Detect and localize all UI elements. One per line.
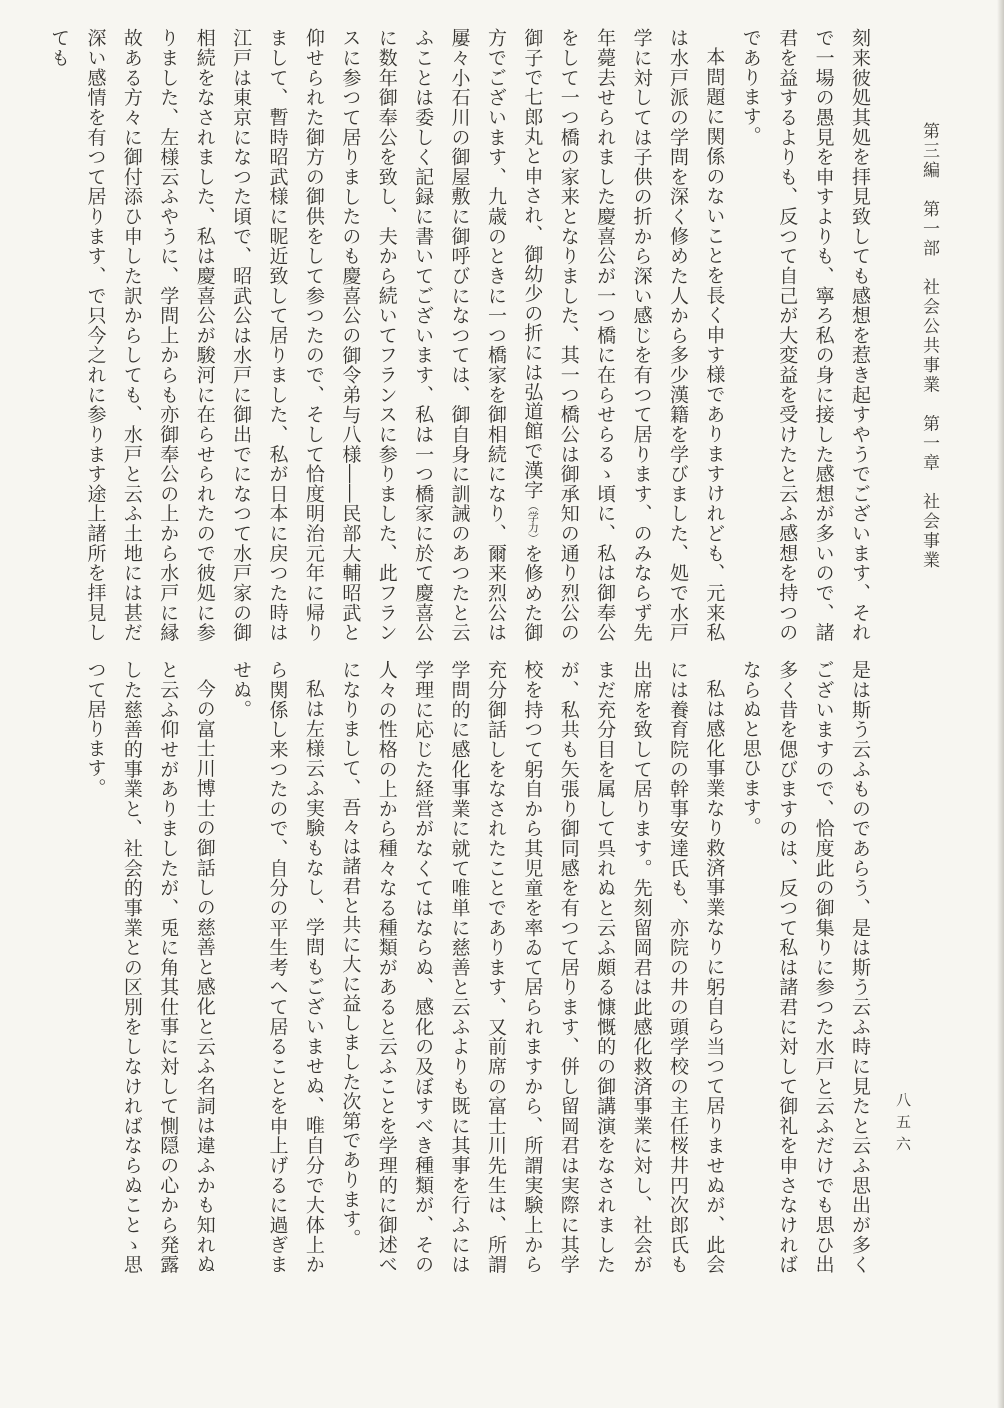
page-number: 八五六 xyxy=(894,1092,912,1158)
paragraph xyxy=(41,28,733,642)
paragraph xyxy=(77,660,223,1274)
paragraph-text: 本問題に関係のないことを長く申す様でありますけれども、元来私は水戸派の学問を深く修めた人から多少漢籍を学びました、処で水戸学に対しては子供の折から深い感じを有つて居ります、のみならず先年薨去せられました慶喜公が一つ橋に在らせらるゝ頃に、私は御奉公をして一つ橋の家来となりました、其一つ橋公は御承知の通り烈公の御子で七郎丸と申され、御幼少の折には弘道館で漢字 xyxy=(521,28,726,642)
scan-edge-shadow xyxy=(997,0,1004,1408)
paragraph-text: 是は斯う云ふものであらう、是は斯う云ふ時に見たと云ふ思出が多くございますので、恰度此の御集りに参つた水戸と云ふだけでも思ひ出多く昔を偲びますのは、反つて私は諸君に対して御礼を申さなければならぬと思ひます。 xyxy=(739,660,871,1274)
paragraph-text: 刻来彼処其処を拝見致しても感想を惹き起すやうでございます、それで一場の愚見を申すよりも、寧ろ私の身に接した感想が多いので、諸君を益するよりも、反つて自己が大変益を受けたと云ふ感想を持つのであります。 xyxy=(739,28,871,642)
interlinear-note: （学力） xyxy=(526,499,540,544)
paragraph-text: 今の富士川博士の御話しの慈善と感化と云ふ名詞は違ふかも知れぬと云ふ仰せがありましたが、兎に角其仕事に対して惻隠の心から発露した慈善的事業と、社会的事業との区別をしなければならぬことゝ思つて居ります。 xyxy=(84,660,216,1274)
text-block-bottom xyxy=(72,660,878,1274)
text-block-top xyxy=(48,28,878,643)
paragraph-text: 私は感化事業なり救済事業なりに躬自ら当つて居りませぬが、此会には養育院の幹事安達氏も、亦院の井の頭学校の主任桜井円次郎氏も出席を致して居ります。先刻留岡君は此感化救済事業に対し、社会がまだ充分目を属して呉れぬと云ふ頗る慷慨的の御講演をなされましたが、私共も矢張り御同感を有つて居ります、併し留岡君は実際に其学校を持つて躬自から其児童を率ゐて居られますから、所謂実験上から充分御話しをなされたことであります、又前席の富士川先生は、所謂学問的に感化事業に就て唯単に慈善と云ふよりも既に其事を行ふには学理に応じた経営がなくてはならぬ、感化の及ぼすべき種類が、その人々の性格の上から種々なる種類があると云ふことを学理的に御述べになりまして、吾々は諸君と共に大に益しました次第であります。 xyxy=(339,660,726,1274)
paragraph xyxy=(332,660,732,1274)
paragraph xyxy=(732,28,878,642)
paragraph-text: 私は左様云ふ実験もなし、学問もございませぬ、唯自分で大体上から関係し来つたので、自分の平生考へて居ることを申上げるに過ぎませぬ。 xyxy=(230,660,325,1274)
chapter-header: 第三編 第一部 社会公共事業 第一章 社会事業 xyxy=(919,122,939,571)
paragraph xyxy=(732,660,878,1274)
paragraph-text: を修めた御方でございます、九歳のときに一つ橋家を御相続になり、爾来烈公は屢々小石川の御屋敷に御呼びになつては、御自身に訓誡のあつたと云ふことは委しく記録に書いてございます、私は一つ橋家に於て慶喜公に数年御奉公を致し、夫から続いてフランスに参りました、此フランスに参つて居りましたのも慶喜公の御令弟与八様――民部大輔昭武と仰せられた御方の御供をして参つたので、そして恰度明治元年に帰りまして、暫時昭武様に昵近致して居りました、私が日本に戻つた時は江戸は東京になつた頃で、昭武公は水戸に御出でになつて水戸家の御相続をなされました、私は慶喜公が駿河に在らせられたので彼処に参りました、左様云ふやうに、学問上からも亦御奉公の上から水戸に縁故ある方々に御付添ひ申した訳からしても、水戸と云ふ土地には甚だ深い感情を有つて居ります、で只今之れに参ります途上諸所を拝見しても xyxy=(48,28,544,643)
paragraph xyxy=(223,660,332,1274)
